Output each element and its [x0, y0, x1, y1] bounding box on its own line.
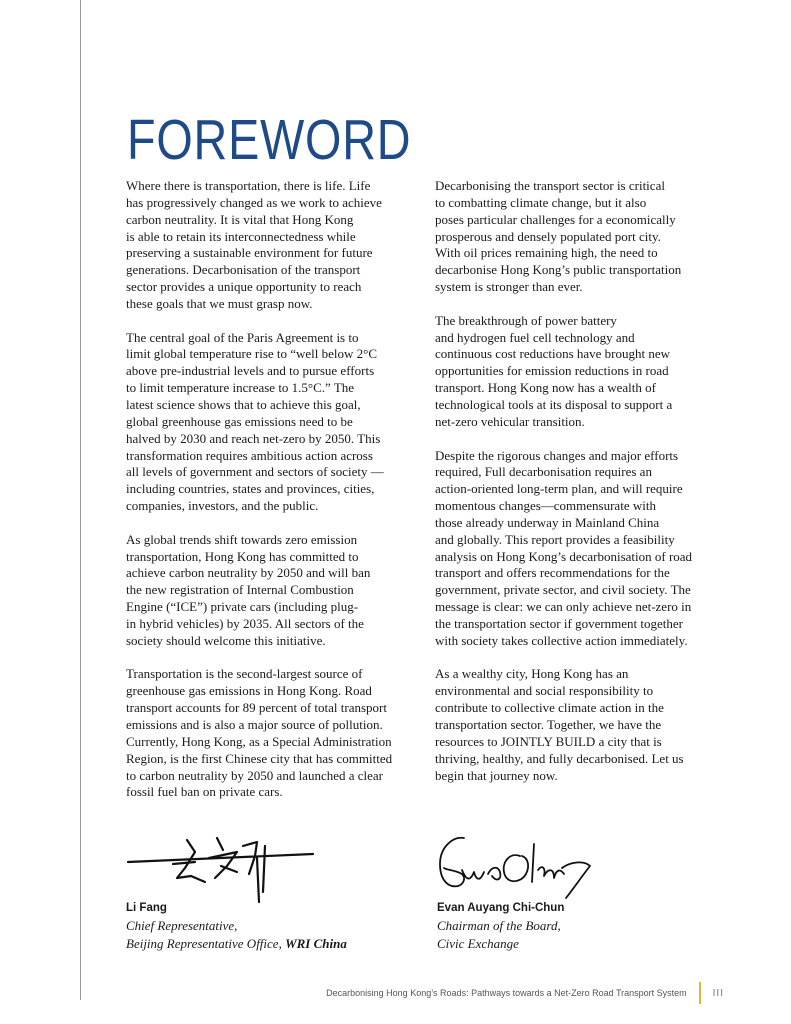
signer-role: Chairman of the Board, [437, 918, 561, 933]
right-column [435, 178, 725, 801]
paragraph: Despite the rigorous changes and major efforts required, Full decarbonisation requires an action-oriented long-term plan, and will require momentous changes—commensurate with those already underway in Mainland China and globally. This report provides a feasibility analysis on Hong Kong’s decarbonisation of road transport and offers recommendations for the government, private sector, and civil society. The message is clear: we can only achieve net-zero in the transportation sector if government together with society takes collective action immediately. [435, 447, 693, 648]
signer-organization: Civic Exchange [437, 936, 519, 951]
paragraph: As a wealthy city, Hong Kong has an environmental and social responsibility to contribute to collective climate action in the transportation sector. Together, we have the resources to JOINTLY BUILD a city that is thriving, healthy, and fully decarbonised. Let us begin that journey now. [435, 666, 684, 783]
signer-role: Chief Representative, [126, 918, 238, 933]
paragraph: Transportation is the second-largest source of greenhouse gas emissions in Hong Kong. Road transport accounts for 89 percent of total transport emissions and is also a major source of pollution. Currently, Hong Kong, as a Special Administration Region, is the first Chinese city that has committed to carbon neutrality by 2050 and launched a clear fossil fuel ban on private cars. [126, 666, 393, 800]
signer-organization-prefix: Beijing Representative Office, [126, 936, 286, 951]
paragraph: The central goal of the Paris Agreement is to limit global temperature rise to “well below 2°C above pre-industrial levels and to pursue efforts to limit temperature increase to 1.5°C.” The latest science shows that to achieve this goal, global greenhouse gas emissions need to be halved by 2030 and reach net-zero by 2050. This transformation requires ambitious action across all levels of government and sectors of society — including countries, states and provinces, cities, companies, investors, and the public. [126, 329, 384, 514]
signature-evan-auyang [434, 828, 594, 900]
paragraph: Decarbonising the transport sector is critical to combatting climate change, but it also poses particular challenges for a economically prosperous and densely populated port city. With oil prices remaining high, the need to decarbonise Hong Kong’s public transportation system is stronger than ever. [435, 178, 682, 295]
signer-organization-name: WRI China [285, 936, 347, 951]
signer-organization [126, 935, 347, 953]
paragraph: The breakthrough of power battery and hydrogen fuel cell technology and continuous cost reductions have brought new opportunities for emission reductions in road transport. Hong Kong now has a wealth of technological tools at its disposal to support a net-zero vehicular transition. [435, 312, 673, 429]
paragraph: As global trends shift towards zero emission transportation, Hong Kong has committed to achieve carbon neutrality by 2050 and will ban the new registration of Internal Combustion Engine (“ICE”) private cars (including plug- in hybrid vehicles) by 2035. All sectors of the society should welcome this initiative. [126, 531, 371, 648]
signer-left [126, 899, 347, 953]
page-title: FOREWORD [127, 108, 412, 173]
footer-report-title: Decarbonising Hong Kong’s Roads: Pathways towards a Net-Zero Road Transport System [326, 988, 687, 998]
signer-right [437, 899, 564, 953]
page-margin-rule [80, 0, 81, 1000]
footer-accent-bar [699, 982, 701, 1004]
signer-name: Li Fang [126, 902, 167, 914]
page-footer [326, 982, 724, 1004]
signature-li-fang [125, 832, 320, 904]
page-number: III [712, 987, 724, 999]
paragraph: Where there is transportation, there is life. Life has progressively changed as we work to achieve carbon neutrality. It is vital that Hong Kong is able to retain its interconnectedness while preserving a sustainable environment for future generations. Decarbonisation of the transport sector provides a unique opportunity to reach these goals that we must grasp now. [126, 178, 382, 311]
signer-name: Evan Auyang Chi-Chun [437, 902, 565, 914]
left-column [126, 178, 416, 818]
